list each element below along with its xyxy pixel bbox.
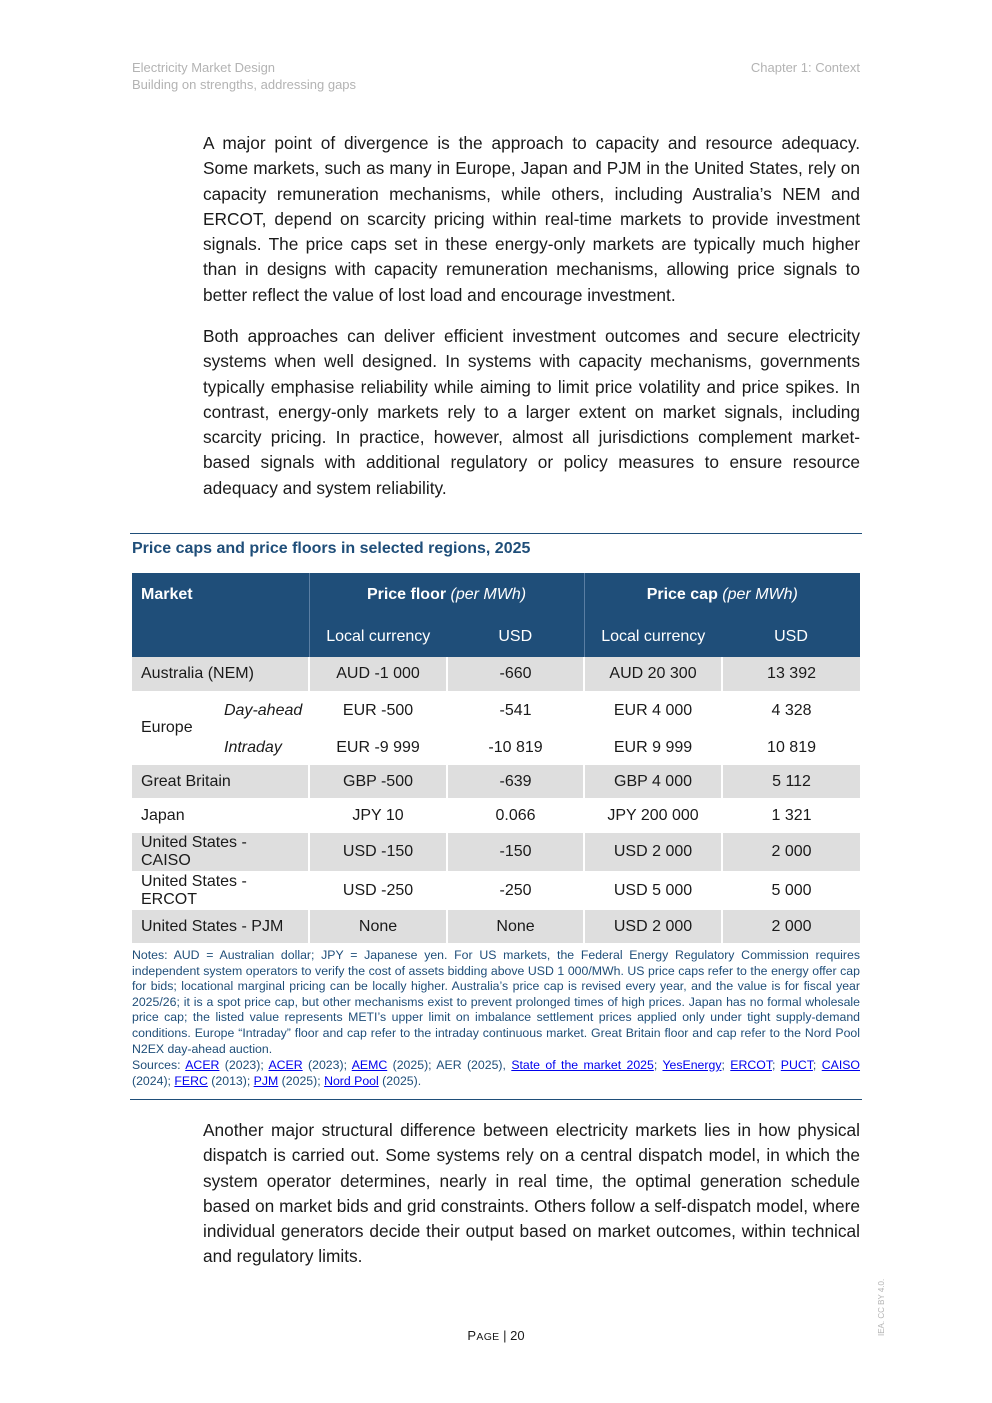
cap-local: USD 2 000 [584, 910, 722, 943]
header-market: Market [132, 573, 309, 616]
table-bottom-rule [130, 1099, 862, 1100]
table-row [132, 871, 860, 910]
floor-local: EUR -9 999 [309, 731, 447, 765]
table-title: Price caps and price floors in selected regions, 2025 [132, 540, 531, 557]
header-floor-local: Local currency [309, 616, 447, 657]
cap-usd: 2 000 [722, 833, 860, 871]
floor-local: None [309, 910, 447, 943]
source-link-acer[interactable]: ACER [268, 1058, 303, 1072]
cap-usd: 2 000 [722, 910, 860, 943]
cap-usd: 10 819 [722, 731, 860, 765]
header-cap-usd: USD [722, 616, 860, 657]
source-link-nord-pool[interactable]: Nord Pool [324, 1073, 379, 1088]
table-top-rule [130, 533, 862, 534]
cap-local: EUR 9 999 [584, 731, 722, 765]
running-header [132, 59, 356, 93]
source-link-acer[interactable]: ACER [185, 1058, 220, 1072]
source-citation-text: ; [812, 1058, 822, 1072]
page-number-value: 20 [510, 1328, 525, 1343]
header-price-floor-unit: (per MWh) [450, 585, 527, 603]
cap-usd: 4 328 [722, 691, 860, 731]
header-cap-local: Local currency [584, 616, 722, 657]
header-floor-usd: USD [447, 616, 584, 657]
cap-local: USD 5 000 [584, 871, 722, 910]
floor-local: EUR -500 [309, 691, 447, 731]
paragraph-dispatch: Another major structural difference between electricity markets lies in how physical dispatch is carried out. Some systems rely on a central dispatch model, in which the system operator determines, nearly in real time, the optimal generation schedule based on market bids and grid constraints. Others follow a self-dispatch model, where individual generators decide their output based on market outcomes, within technical and regulatory limits. [203, 1120, 860, 1267]
cap-usd: 5 112 [722, 765, 860, 798]
header-price-floor [309, 573, 584, 616]
source-link-yesenergy[interactable]: YesEnergy [662, 1058, 722, 1072]
source-citation-text: (2023); [302, 1058, 352, 1072]
floor-usd: -10 819 [447, 731, 584, 765]
table-sources [132, 1058, 860, 1089]
floor-usd: -250 [447, 871, 584, 910]
header-price-floor-label: Price floor [366, 585, 447, 603]
sources-prefix: Sources: [132, 1058, 186, 1072]
header-price-cap-unit: (per MWh) [722, 585, 798, 603]
source-citation-text: (2025); AER (2025), [387, 1058, 512, 1072]
table-row [132, 691, 860, 731]
license-watermark: IEA. CC BY 4.0. [877, 1278, 886, 1336]
floor-local: USD -250 [309, 871, 447, 910]
floor-usd: 0.066 [447, 798, 584, 833]
source-link-ercot[interactable]: ERCOT [730, 1058, 772, 1072]
document-subtitle: Building on strengths, addressing gaps [132, 77, 357, 92]
source-citation-text: ; [653, 1058, 663, 1072]
source-citation-text: ; [721, 1058, 731, 1072]
source-citation-text: (2024); [132, 1073, 175, 1088]
row-submarket: Day-ahead [224, 702, 303, 719]
row-market-label: United States - ERCOT [141, 872, 247, 908]
cap-local: GBP 4 000 [584, 765, 722, 798]
floor-usd: -150 [447, 833, 584, 871]
table-row [132, 731, 860, 765]
floor-local: AUD -1 000 [309, 657, 447, 691]
page-label: PAGE [467, 1328, 500, 1343]
row-market [132, 833, 309, 871]
source-list [132, 1058, 860, 1088]
source-citation-text: (2013); [207, 1073, 254, 1088]
paragraph-approaches: Both approaches can deliver efficient investment outcomes and secure electricity systems when well designed. In systems with capacity mechanisms, governments typically emphasise reliability while aiming to limit price volatility and price spikes. In contrast, energy-only markets rely to a larger extent on market signals, including scarcity pricing. In practice, however, almost all jurisdictions complement market-based signals with additional regulatory or policy measures to ensure resource adequacy and system reliability. [203, 326, 860, 498]
source-link-aemc[interactable]: AEMC [351, 1058, 388, 1072]
row-market: United States - PJM [132, 910, 309, 943]
table-row [132, 798, 860, 833]
floor-usd: -660 [447, 657, 584, 691]
cap-usd: 1 321 [722, 798, 860, 833]
table-row [132, 833, 860, 871]
row-market: Europe [141, 719, 193, 736]
document-title: Electricity Market Design [132, 60, 276, 75]
row-market: Japan [141, 806, 185, 824]
table-row [132, 765, 860, 798]
row-market: Australia (NEM) [132, 657, 309, 691]
row-submarket: Intraday [224, 739, 282, 756]
header-price-cap-label: Price cap [646, 585, 718, 603]
row-market [132, 871, 309, 910]
table-notes: Notes: AUD = Australian dollar; JPY = Japanese yen. For US markets, the Federal Energy Regulatory Commission requires independent system operators to verify the cost of assets bidding above USD 1 000/MWh. US price caps refer to the energy offer cap for bids; locational marginal pricing can be locally higher. Australia’s price cap is revised every year, and the value is for fiscal year 2025/26; it is a spot price cap, but other mechanisms exist to prevent prolonged times of high prices. Japan has no formal wholesale price cap; the listed value represents METI’s upper limit on imbalance settlement prices applied only under tight supply-demand conditions. Europe “Intraday” floor and cap refer to the intraday continuous market. Great Britain floor and cap refer to the Nord Pool N2EX day-ahead auction. [132, 948, 860, 1056]
cap-local: EUR 4 000 [584, 691, 722, 731]
cap-local: USD 2 000 [584, 833, 722, 871]
chapter-label: Chapter 1: Context [750, 60, 860, 75]
cap-local: AUD 20 300 [584, 657, 722, 691]
source-link-puct[interactable]: PUCT [780, 1058, 813, 1072]
source-link-caiso[interactable]: CAISO [821, 1058, 861, 1072]
header-price-cap [584, 573, 860, 616]
header-market-blank [132, 616, 309, 657]
source-citation-text: (2025); [278, 1073, 325, 1088]
source-citation-text: (2025). [378, 1073, 422, 1088]
paragraph-capacity-adequacy: A major point of divergence is the approach to capacity and resource adequacy. Some markets, such as many in Europe, Japan and PJM in the United States, rely on capacity remuneration mechanisms, while others, including Australia’s NEM and ERCOT, depend on scarcity pricing within real-time markets to provide investment signals. The price caps set in these energy-only markets are typically much higher than in designs with capacity remuneration mechanisms, allowing price signals to better reflect the value of lost load and encourage investment. [203, 133, 860, 305]
source-link-state-of-the-market-2025[interactable]: State of the market 2025 [511, 1058, 654, 1072]
floor-local: USD -150 [309, 833, 447, 871]
row-market-label: United States - CAISO [141, 834, 247, 869]
table-row [132, 657, 860, 691]
cap-local: JPY 200 000 [584, 798, 722, 833]
cap-usd: 5 000 [722, 871, 860, 910]
source-link-ferc[interactable]: FERC [174, 1073, 208, 1088]
floor-usd: -639 [447, 765, 584, 798]
source-link-pjm[interactable]: PJM [253, 1073, 279, 1088]
table-row [132, 910, 860, 943]
source-citation-text: (2023); [219, 1058, 269, 1072]
price-caps-table [132, 573, 860, 943]
floor-local: JPY 10 [309, 798, 447, 833]
floor-usd: -541 [447, 691, 584, 731]
cap-usd: 13 392 [722, 657, 860, 691]
floor-usd: None [447, 910, 584, 943]
page-number: PAGE | 20 [467, 1328, 525, 1343]
floor-local: GBP -500 [309, 765, 447, 798]
source-citation-text: ; [771, 1058, 781, 1072]
row-market: Great Britain [132, 765, 309, 798]
